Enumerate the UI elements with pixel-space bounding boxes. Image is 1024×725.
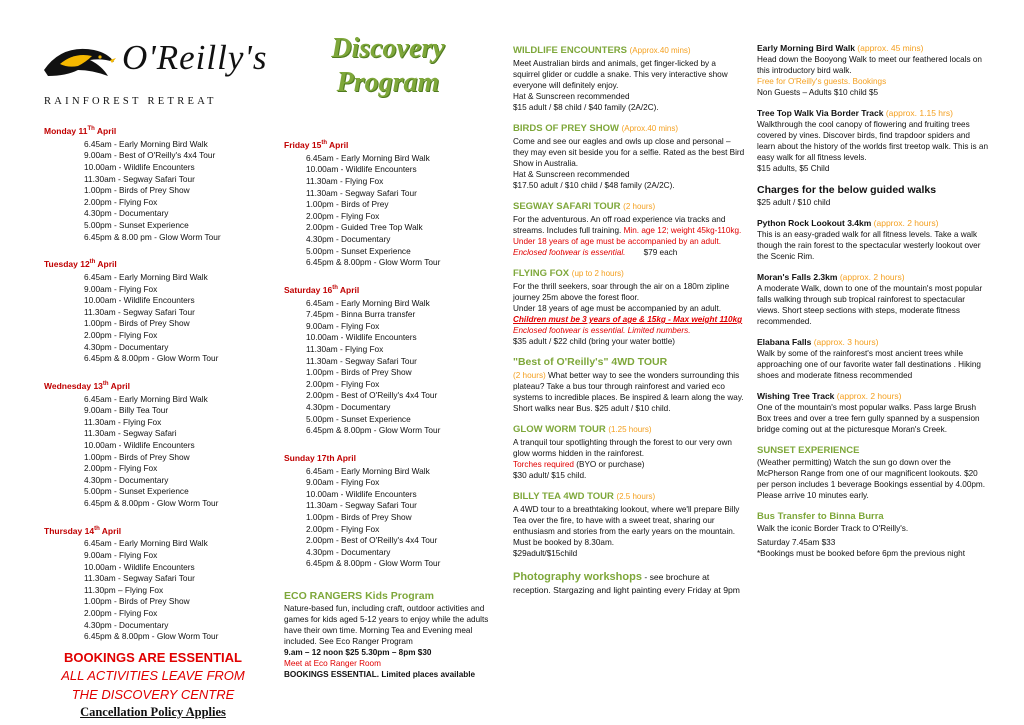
logo-wordmark: O'Reilly's xyxy=(122,38,268,77)
activities-column xyxy=(513,44,745,596)
schedule-item: 6.45am - Early Morning Bird Walk xyxy=(84,538,208,549)
wishing-heading: Wishing Tree Track xyxy=(757,391,835,401)
bestof-body: What better way to see the wonders surrounding this plateau? Take a bus tour through rainforest and varied eco systems to incredible places. Be inspired & learn along the way. xyxy=(513,371,744,402)
schedule-item: 9.00am - Best of O'Reilly's 4x4 Tour xyxy=(84,150,216,161)
fox-requirements: Children must be 3 years of age & 15kg - Max weight 110kg xyxy=(513,315,743,324)
day-heading-name: Thursday 14 xyxy=(44,525,95,536)
schedule-item: 6.45am - Early Morning Bird Walk xyxy=(84,138,208,149)
glow-body: A tranquil tour spotlighting through the forest to our very own glow worms hidden in the rainforest. xyxy=(513,438,732,458)
schedule-item: 6.45pm & 8.00 pm - Glow Worm Tour xyxy=(84,231,221,242)
treetop-duration: (approx. 1.15 hrs) xyxy=(885,108,953,118)
prey-body: Come and see our eagles and owls up close and personal – they may even sit beside you for a selfie. Rated as the best Bird Show in Australia. xyxy=(513,137,745,168)
earlybird-free: Free for O'Reilly's guests. Bookings xyxy=(757,77,887,86)
bookings-essential-notice: BOOKINGS ARE ESSENTIAL xyxy=(64,649,242,665)
schedule-item: 4.30pm - Documentary xyxy=(84,619,169,630)
fox-footwear: Enclosed footwear is essential. Limited numbers. xyxy=(513,326,691,335)
day-sunday xyxy=(282,451,494,570)
title-line-2: Program xyxy=(336,67,440,98)
eco-rangers-section xyxy=(284,590,494,680)
day-heading-name: Monday 11 xyxy=(44,125,88,136)
schedule-item: 1.00pm - Birds of Prey xyxy=(306,199,389,210)
schedule-item: 11.30am - Segway Safari xyxy=(84,428,177,439)
tree-top-walk-section xyxy=(757,107,989,174)
python-rock-section xyxy=(757,217,989,262)
billy-duration: (2.5 hours) xyxy=(616,492,656,501)
charges-price: $25 adult / $10 child xyxy=(757,198,831,207)
schedule-item: 2.00pm - Flying Fox xyxy=(84,196,158,207)
schedule-item: 1.00pm - Birds of Prey Show xyxy=(84,318,190,329)
day-heading-name: Saturday 16 xyxy=(284,284,333,295)
schedule-item: 2.00pm - Flying Fox xyxy=(84,329,158,340)
schedule-item: 5.00pm - Sunset Experience xyxy=(306,413,411,424)
day-heading-name: Sunday 17th April xyxy=(284,452,356,463)
schedule-item: 11.30am - Segway Safari Tour xyxy=(306,187,417,198)
wildlife-heading: WILDLIFE ENCOUNTERS xyxy=(513,45,627,56)
schedule-item: 9.00am - Flying Fox xyxy=(84,549,158,560)
schedule-item: 10.00am - Wildlife Encounters xyxy=(306,332,417,343)
day-heading-suffix: th xyxy=(102,380,109,387)
binna-heading: Bus Transfer to Binna Burra xyxy=(757,511,884,522)
binna-burra-section xyxy=(757,510,989,559)
wishing-body: One of the mountain's most popular walks. Pass large Brush Box trees and over a tree fern gully spanned by a suspension bridge coming out at the picturesque Moran's Creek. xyxy=(757,403,980,434)
treetop-price: $15 adults, $5 Child xyxy=(757,164,830,173)
cancellation-policy-link[interactable]: Cancellation Policy Applies xyxy=(80,704,226,719)
schedule-item: 11.30am - Flying Fox xyxy=(306,176,384,187)
billy-body: A 4WD tour to a breathtaking lookout, where we'll prepare Billy Tea over the fire, to have with a sweet treat, sharing our enthusiasm and stories from the early years on the mountain. xyxy=(513,505,740,536)
treetop-body: Walkthrough the cool canopy of flowering and fruiting trees covered by vines. Discover birds, find trapdoor spiders and learn about the history of the worlds first treetop walk. This is an easy walk for all fitness levels. xyxy=(757,120,989,162)
schedule-item: 6.45pm & 8.00pm - Glow Worm Tour xyxy=(84,631,219,642)
elabana-falls-section xyxy=(757,336,989,381)
day-tuesday xyxy=(42,257,264,365)
schedule-item: 11.30am - Segway Safari Tour xyxy=(84,173,195,184)
schedule-item: 2.00pm - Flying Fox xyxy=(84,463,158,474)
day-heading xyxy=(284,451,494,464)
glow-torches-note: (BYO or purchase) xyxy=(573,460,645,469)
prey-duration: (Aprox.40 mins) xyxy=(621,124,679,133)
best-of-oreillys-section xyxy=(513,356,745,414)
segway-price: $79 each xyxy=(643,248,678,257)
charges-heading: Charges for the below guided walks xyxy=(757,184,937,196)
day-heading-month: April xyxy=(108,380,130,391)
schedule-item: 1.00pm - Birds of Prey Show xyxy=(306,511,412,522)
day-thursday xyxy=(42,524,264,643)
schedule-item: 5.00pm - Sunset Experience xyxy=(84,486,189,497)
day-heading xyxy=(44,124,264,137)
schedule-item: 4.30pm - Documentary xyxy=(84,341,169,352)
schedule-item: 1.00pm - Birds of Prey Show xyxy=(306,367,412,378)
day-heading-suffix: th xyxy=(94,525,100,532)
elabana-heading: Elabana Falls xyxy=(757,337,812,347)
fox-under: Under 18 years of age must be accompanied by an adult. xyxy=(513,304,721,313)
day-heading-suffix: th xyxy=(321,140,327,146)
day-wednesday xyxy=(42,379,264,510)
schedule-item: 6.45am - Early Morning Bird Walk xyxy=(306,297,430,308)
schedule-item: 1.00pm - Birds of Prey Show xyxy=(84,596,190,607)
morans-duration: (approx. 2 hours) xyxy=(839,272,905,282)
segway-requirements: Min. age 12; weight 45kg-110kg. Under 18 years of age must be accompanied by an adult. xyxy=(513,226,742,246)
schedule-item: 6.45am - Early Morning Bird Walk xyxy=(84,393,208,404)
schedule-item: 6.45am - Early Morning Bird Walk xyxy=(306,465,430,476)
schedule-item: 4.30pm - Documentary xyxy=(306,233,391,244)
charges-section xyxy=(757,183,989,208)
schedule-item: 2.00pm - Flying Fox xyxy=(306,378,380,389)
day-heading-month: April xyxy=(95,259,117,269)
elabana-body: Walk by some of the rainforest's most ancient trees while approaching one of our favorite water fall destinations . Hiking shoes and moderate fitness recommended xyxy=(757,349,981,380)
glow-duration: (1.25 hours) xyxy=(608,425,652,434)
early-bird-walk-section xyxy=(757,42,989,98)
segway-section xyxy=(513,200,745,258)
billy-booking: Must be booked by 8.30am. xyxy=(513,538,615,547)
schedule-item: 1.00pm - Birds of Prey Show xyxy=(84,185,190,196)
segway-heading: SEGWAY SAFARI TOUR xyxy=(513,201,621,212)
elabana-duration: (approx. 3 hours) xyxy=(813,337,879,347)
photography-section xyxy=(513,571,745,596)
segway-footwear: Enclosed footwear is essential. xyxy=(513,248,626,257)
schedule-item: 4.30pm - Documentary xyxy=(306,401,391,412)
schedule-item: 9.00am - Flying Fox xyxy=(306,320,380,331)
schedule-item: 2.00pm - Flying Fox xyxy=(306,210,380,221)
day-heading-suffix: th xyxy=(89,259,96,266)
sunset-body: (Weather permitting) Watch the sun go down over the McPherson Range from one of our magnificent lookouts. $20 per person includes 1 beverage Bookings essential by 4.00pm. Please arrive 10 minutes early. xyxy=(757,458,986,500)
day-heading-suffix: th xyxy=(332,284,338,291)
schedule-item: 2.00pm - Best of O'Reilly's 4x4 Tour xyxy=(306,535,438,546)
photo-body: - see brochure at reception. Stargazing and light painting every Friday at 9pm xyxy=(513,572,740,595)
eco-rangers-body: Nature-based fun, including craft, outdoor activities and games for kids aged 5-12 years to enjoy while the adults have their own time. Morning Tea and Evening meal included. See Eco Ranger Program xyxy=(284,603,489,646)
schedule-item: 9.00am - Billy Tea Tour xyxy=(84,405,169,416)
sunset-section xyxy=(757,444,989,501)
page-title xyxy=(282,32,494,110)
day-heading-suffix: Th xyxy=(87,126,95,132)
leave-from-notice-1: ALL ACTIVITIES LEAVE FROM xyxy=(61,667,245,683)
bowerbird-logo-icon xyxy=(42,40,116,86)
treetop-heading: Tree Top Walk Via Border Track xyxy=(757,108,884,118)
day-heading-month: April xyxy=(99,525,122,536)
python-duration: (approx. 2 hours) xyxy=(873,218,939,228)
schedule-item: 10.00am - Wildlife Encounters xyxy=(306,488,417,499)
python-heading: Python Rock Lookout 3.4km xyxy=(757,218,872,228)
prey-heading: BIRDS OF PREY SHOW xyxy=(513,123,619,134)
eco-rangers-heading: ECO RANGERS Kids Program xyxy=(284,589,434,602)
morans-heading: Moran's Falls 2.3km xyxy=(757,272,838,282)
schedule-item: 2.00pm - Flying Fox xyxy=(306,523,380,534)
billy-heading: BILLY TEA 4WD TOUR xyxy=(513,491,614,502)
morans-body: A moderate Walk, down to one of the mountain's most popular falls walking through sub tropical rainforest to spectacular views. Short steep sections with steps, moderate fitness recommended. xyxy=(757,284,983,326)
schedule-item: 11.30am - Segway Safari Tour xyxy=(306,355,417,366)
schedule-item: 2.00pm - Flying Fox xyxy=(84,607,158,618)
schedule-item: 10.00am - Wildlife Encounters xyxy=(84,439,195,450)
schedule-item: 6.45pm & 8.00pm - Glow Worm Tour xyxy=(84,353,219,364)
schedule-item: 4.30pm - Documentary xyxy=(306,546,391,557)
schedule-item: 11.30pm – Flying Fox xyxy=(84,584,164,595)
day-friday xyxy=(282,138,494,269)
eco-rangers-meet: Meet at Eco Ranger Room xyxy=(284,658,381,668)
schedule-item: 5.00pm - Sunset Experience xyxy=(84,219,189,230)
earlybird-body: Head down the Booyong Walk to meet our feathered locals on this introductory bird walk. xyxy=(757,55,982,75)
flying-fox-section xyxy=(513,267,745,347)
schedule-item: 11.30am - Flying Fox xyxy=(306,343,384,354)
schedule-item: 4.30pm - Documentary xyxy=(84,474,169,485)
glow-worm-section xyxy=(513,423,745,481)
day-heading xyxy=(284,283,494,296)
schedule-item: 9.00am - Flying Fox xyxy=(84,283,158,294)
day-heading-name: Wednesday 13 xyxy=(44,380,103,391)
day-heading-month: April xyxy=(94,125,117,136)
sunset-heading: SUNSET EXPERIENCE xyxy=(757,445,860,456)
binna-time: Saturday 7.45am $33 xyxy=(757,538,836,547)
wildlife-price: $15 adult / $8 child / $40 family (2A/2C). xyxy=(513,103,659,112)
schedule-item: 10.00am - Wildlife Encounters xyxy=(306,164,417,175)
prey-price: $17.50 adult / $10 child / $48 family (2A/2C). xyxy=(513,181,675,190)
wishing-tree-section xyxy=(757,390,989,435)
schedule-item: 2.00pm - Guided Tree Top Walk xyxy=(306,222,423,233)
schedule-item: 5.00pm - Sunset Experience xyxy=(306,245,411,256)
day-heading xyxy=(44,524,264,537)
day-heading-name: Friday 15 xyxy=(284,139,322,150)
schedule-item: 6.45am - Early Morning Bird Walk xyxy=(84,272,208,282)
eco-rangers-note: BOOKINGS ESSENTIAL. Limited places available xyxy=(284,669,476,679)
earlybird-duration: (approx. 45 mins) xyxy=(857,43,924,53)
day-heading xyxy=(44,379,264,392)
leave-from-notice-2: THE DISCOVERY CENTRE xyxy=(71,686,235,702)
schedule-item: 11.30am - Segway Safari Tour xyxy=(84,573,195,584)
schedule-item: 6.45pm & 8.00pm - Glow Worm Tour xyxy=(306,558,441,569)
logo-tagline: RAINFOREST RETREAT xyxy=(44,96,217,107)
binna-body: Walk the iconic Border Track to O'Reilly's. xyxy=(757,524,909,533)
binna-note: *Bookings must be booked before 6pm the previous night xyxy=(757,549,966,558)
bestof-price: Short walks near Bus. $25 adult / $10 child. xyxy=(513,404,671,413)
morans-falls-section xyxy=(757,271,989,327)
wildlife-hat: Hat & Sunscreen recommended xyxy=(513,92,630,101)
day-monday xyxy=(42,124,264,243)
schedule-item: 11.30am - Flying Fox xyxy=(84,416,162,427)
earlybird-price: Non Guests – Adults $10 child $5 xyxy=(757,88,879,97)
schedule-item: 10.00am - Wildlife Encounters xyxy=(84,295,195,306)
wishing-duration: (approx. 2 hours) xyxy=(836,391,902,401)
birds-of-prey-section xyxy=(513,122,745,191)
title-line-1: Discovery xyxy=(331,33,445,64)
fox-price: $35 adult / $22 child (bring your water bottle) xyxy=(513,337,676,346)
wildlife-section xyxy=(513,44,745,113)
schedule-item: 10.00am - Wildlife Encounters xyxy=(84,561,195,572)
day-heading-name: Tuesday 12 xyxy=(44,259,90,269)
glow-torches: Torches required xyxy=(513,460,574,469)
schedule-item: 6.45pm & 8.00pm - Glow Worm Tour xyxy=(306,257,441,268)
glow-heading: GLOW WORM TOUR xyxy=(513,424,606,435)
schedule-item: 1.00pm - Birds of Prey Show xyxy=(84,451,190,462)
day-heading-month: April xyxy=(337,284,360,295)
bestof-heading: "Best of O'Reilly's" 4WD TOUR xyxy=(513,356,668,368)
day-heading xyxy=(44,257,264,270)
fox-body: For the thrill seekers, soar through the air on a 180m zipline journey 25m above the forest floor. xyxy=(513,282,730,302)
schedule-item: 7.45pm - Binna Burra transfer xyxy=(306,309,416,320)
segway-body: For the adventurous. An off road experience via tracks and streams. Includes full training. xyxy=(513,215,726,235)
schedule-column-1 xyxy=(42,0,268,721)
day-saturday xyxy=(282,283,494,437)
earlybird-heading: Early Morning Bird Walk xyxy=(757,43,855,53)
segway-duration: (2 hours) xyxy=(623,202,656,211)
wildlife-body: Meet Australian birds and animals, get finger-licked by a squirrel glider or cuddle a snake. This very interactive show everyone will definitely enjoy. xyxy=(513,59,728,90)
billy-price: $29adult/$15child xyxy=(513,549,578,558)
schedule-item: 10.00am - Wildlife Encounters xyxy=(84,162,195,173)
schedule-item: 6.45am - Early Morning Bird Walk xyxy=(306,152,430,163)
bestof-duration: (2 hours) xyxy=(513,371,546,380)
schedule-item: 9.00am - Flying Fox xyxy=(306,477,380,488)
schedule-column-2 xyxy=(282,0,494,680)
schedule-item: 6.45pm & 8.00pm - Glow Worm Tour xyxy=(84,497,219,508)
photo-heading: Photography workshops xyxy=(513,571,642,583)
walks-column xyxy=(757,42,989,559)
day-heading xyxy=(284,138,494,151)
schedule-item: 4.30pm - Documentary xyxy=(84,208,169,219)
schedule-item: 11.30am - Segway Safari Tour xyxy=(306,500,417,511)
oreillys-logo xyxy=(42,0,268,108)
fox-heading: FLYING FOX xyxy=(513,268,570,279)
schedule-item: 2.00pm - Best of O'Reilly's 4x4 Tour xyxy=(306,390,438,401)
schedule-item: 6.45pm & 8.00pm - Glow Worm Tour xyxy=(306,425,441,436)
eco-rangers-times: 9.am – 12 noon $25 5.30pm – 8pm $30 xyxy=(284,647,432,657)
wildlife-duration: (Approx.40 mins) xyxy=(629,46,691,55)
billy-tea-section xyxy=(513,490,745,559)
prey-hat: Hat & Sunscreen recommended xyxy=(513,170,630,179)
glow-price: $30 adult/ $15 child. xyxy=(513,471,587,480)
fox-duration: (up to 2 hours) xyxy=(571,269,624,278)
day-heading-month: April xyxy=(327,139,349,150)
schedule-item: 11.30am - Segway Safari Tour xyxy=(84,306,195,317)
python-body: This is an easy-graded walk for all fitness levels. Take a walk though the rain forest to the spectacular westerly lookout over the Scenic Rim. xyxy=(757,230,981,261)
